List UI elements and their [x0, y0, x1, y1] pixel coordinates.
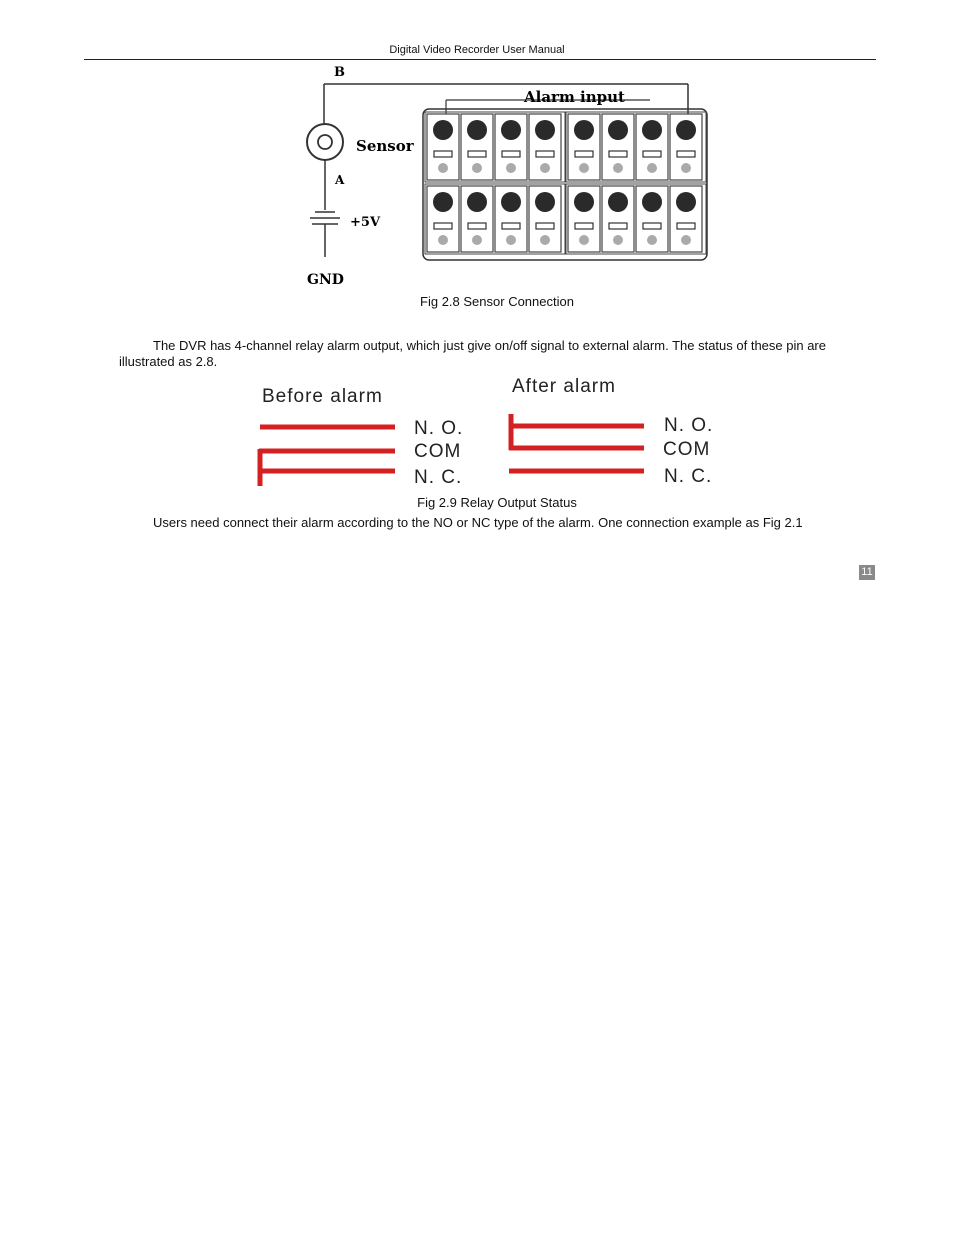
- terminal-screw: [574, 120, 594, 140]
- terminal-slot: [677, 223, 695, 229]
- after-no-label: N. O.: [664, 415, 714, 436]
- terminal-slot: [502, 151, 520, 157]
- label-a: A: [335, 173, 345, 187]
- after-alarm-title: After alarm: [512, 376, 616, 397]
- terminal-screw: [676, 192, 696, 212]
- terminal-screw: [501, 192, 521, 212]
- label-gnd: GND: [307, 272, 344, 288]
- terminal-screw: [433, 120, 453, 140]
- terminal-dot: [540, 163, 550, 173]
- terminal-slot: [575, 151, 593, 157]
- paragraph-relay-output: The DVR has 4-channel relay alarm output, which just give on/off signal to external alarm. The status of these pin are illustrated as 2.8.: [119, 338, 826, 369]
- fig2-caption: Fig 2.9 Relay Output Status: [417, 495, 577, 510]
- terminal-dot: [506, 163, 516, 173]
- terminal-screw: [608, 120, 628, 140]
- terminal-slot: [609, 223, 627, 229]
- terminal-dot: [613, 163, 623, 173]
- terminal-slot: [502, 223, 520, 229]
- terminal-screw: [535, 120, 555, 140]
- page-header: Digital Video Recorder User Manual: [389, 44, 565, 56]
- terminal-screw: [642, 120, 662, 140]
- terminal-screw: [467, 192, 487, 212]
- fig1-caption: Fig 2.8 Sensor Connection: [420, 294, 574, 309]
- terminal-dot: [472, 235, 482, 245]
- relay-output-diagram: [250, 368, 730, 493]
- label-b: B: [334, 65, 345, 80]
- after-com-label: COM: [663, 439, 711, 460]
- terminal-slot: [575, 223, 593, 229]
- terminal-dot: [647, 235, 657, 245]
- terminal-screw: [608, 192, 628, 212]
- terminal-dot: [681, 235, 691, 245]
- terminal-screw: [467, 120, 487, 140]
- label-sensor: Sensor: [356, 137, 414, 155]
- page-number: 11: [859, 565, 875, 580]
- sensor-outer-circle: [307, 124, 343, 160]
- sensor-connection-diagram: [290, 62, 720, 292]
- terminal-dot: [647, 163, 657, 173]
- terminal-screw: [642, 192, 662, 212]
- terminal-dot: [540, 235, 550, 245]
- terminal-dot: [472, 163, 482, 173]
- terminal-slot: [536, 151, 554, 157]
- terminal-slot: [434, 151, 452, 157]
- sensor-inner-circle: [318, 135, 332, 149]
- terminal-slot: [677, 151, 695, 157]
- before-no-label: N. O.: [414, 418, 464, 439]
- terminal-screw: [433, 192, 453, 212]
- terminal-dot: [681, 163, 691, 173]
- terminal-dot: [613, 235, 623, 245]
- paragraph-connection-note: Users need connect their alarm according to the NO or NC type of the alarm. One connection example as Fig 2.1: [153, 515, 803, 530]
- terminal-grid: [425, 112, 706, 254]
- before-alarm-title: Before alarm: [262, 386, 383, 407]
- after-nc-label: N. C.: [664, 466, 713, 487]
- terminal-dot: [438, 163, 448, 173]
- before-com-label: COM: [414, 441, 462, 462]
- terminal-dot: [579, 235, 589, 245]
- terminal-slot: [609, 151, 627, 157]
- before-nc-label: N. C.: [414, 467, 463, 488]
- header-rule: [84, 59, 876, 60]
- terminal-slot: [468, 151, 486, 157]
- terminal-dot: [506, 235, 516, 245]
- terminal-screw: [574, 192, 594, 212]
- terminal-dot: [579, 163, 589, 173]
- terminal-dot: [438, 235, 448, 245]
- terminal-slot: [536, 223, 554, 229]
- terminal-screw: [676, 120, 696, 140]
- terminal-slot: [434, 223, 452, 229]
- terminal-slot: [468, 223, 486, 229]
- terminal-slot: [643, 223, 661, 229]
- terminal-slot: [643, 151, 661, 157]
- label-alarm-input: Alarm input: [524, 88, 625, 106]
- terminal-screw: [501, 120, 521, 140]
- label-voltage: +5V: [350, 215, 381, 230]
- terminal-screw: [535, 192, 555, 212]
